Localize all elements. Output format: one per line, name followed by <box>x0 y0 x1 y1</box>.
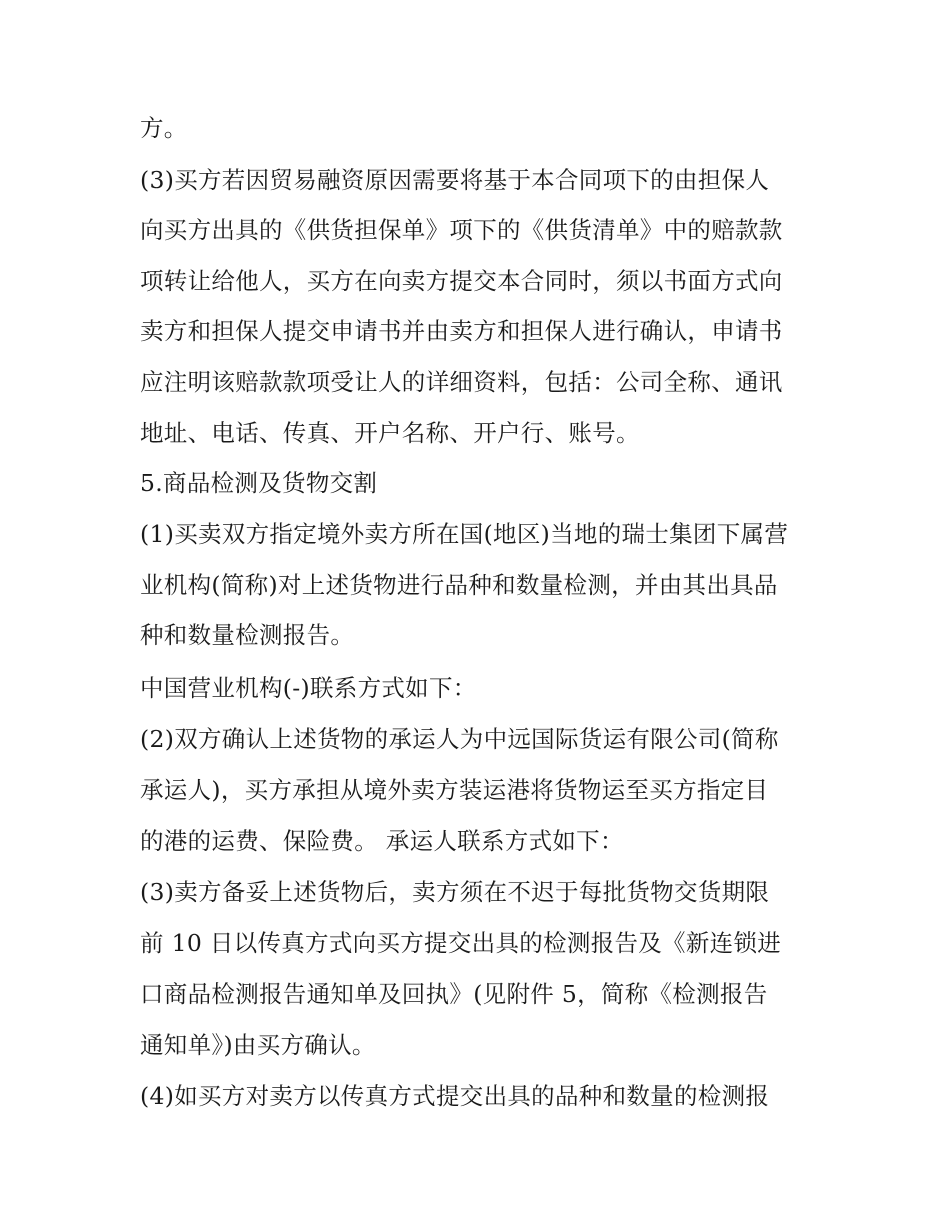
text-line: 业机构(简称)对上述货物进行品种和数量检测，并由其出具品 <box>140 571 778 599</box>
text-line: 向买方出具的《供货担保单》项下的《供货清单》中的赔款款 <box>140 216 783 244</box>
text-line: 种和数量检测报告。 <box>140 621 355 649</box>
text-line: 的港的运费、保险费。 承运人联系方式如下： <box>140 827 624 855</box>
text-line: 口商品检测报告通知单及回执》(见附件 5，简称《检测报告 <box>140 980 768 1008</box>
section-heading: 5.商品检测及货物交割 <box>140 469 378 497</box>
text-line: (2)双方确认上述货物的承运人为中远国际货运有限公司(简称 <box>140 725 779 753</box>
text-line: 应注明该赔款款项受让人的详细资料，包括：公司全称、通讯 <box>140 368 783 396</box>
text-line: 卖方和担保人提交申请书并由卖方和担保人进行确认，申请书 <box>140 317 783 345</box>
text-line: 承运人)，买方承担从境外卖方装运港将货物运至买方指定目 <box>140 776 769 804</box>
text-line: (4)如买方对卖方以传真方式提交出具的品种和数量的检测报 <box>140 1082 770 1110</box>
text-line: 项转让给他人，买方在向卖方提交本合同时，须以书面方式向 <box>140 267 783 295</box>
text-line: 方。 <box>140 114 188 142</box>
text-line: 前 10 日以传真方式向买方提交出具的检测报告及《新连锁进 <box>140 929 782 957</box>
text-line: (3)买方若因贸易融资原因需要将基于本合同项下的由担保人 <box>140 166 770 194</box>
text-line: (3)卖方备妥上述货物后，卖方须在不迟于每批货物交货期限 <box>140 878 770 906</box>
text-line: 中国营业机构(-)联系方式如下： <box>140 674 477 702</box>
text-line: 地址、电话、传真、开户名称、开户行、账号。 <box>140 419 640 447</box>
text-line: 通知单》)由买方确认。 <box>140 1031 376 1059</box>
text-line: (1)买卖双方指定境外卖方所在国(地区)当地的瑞士集团下属营 <box>140 520 789 548</box>
